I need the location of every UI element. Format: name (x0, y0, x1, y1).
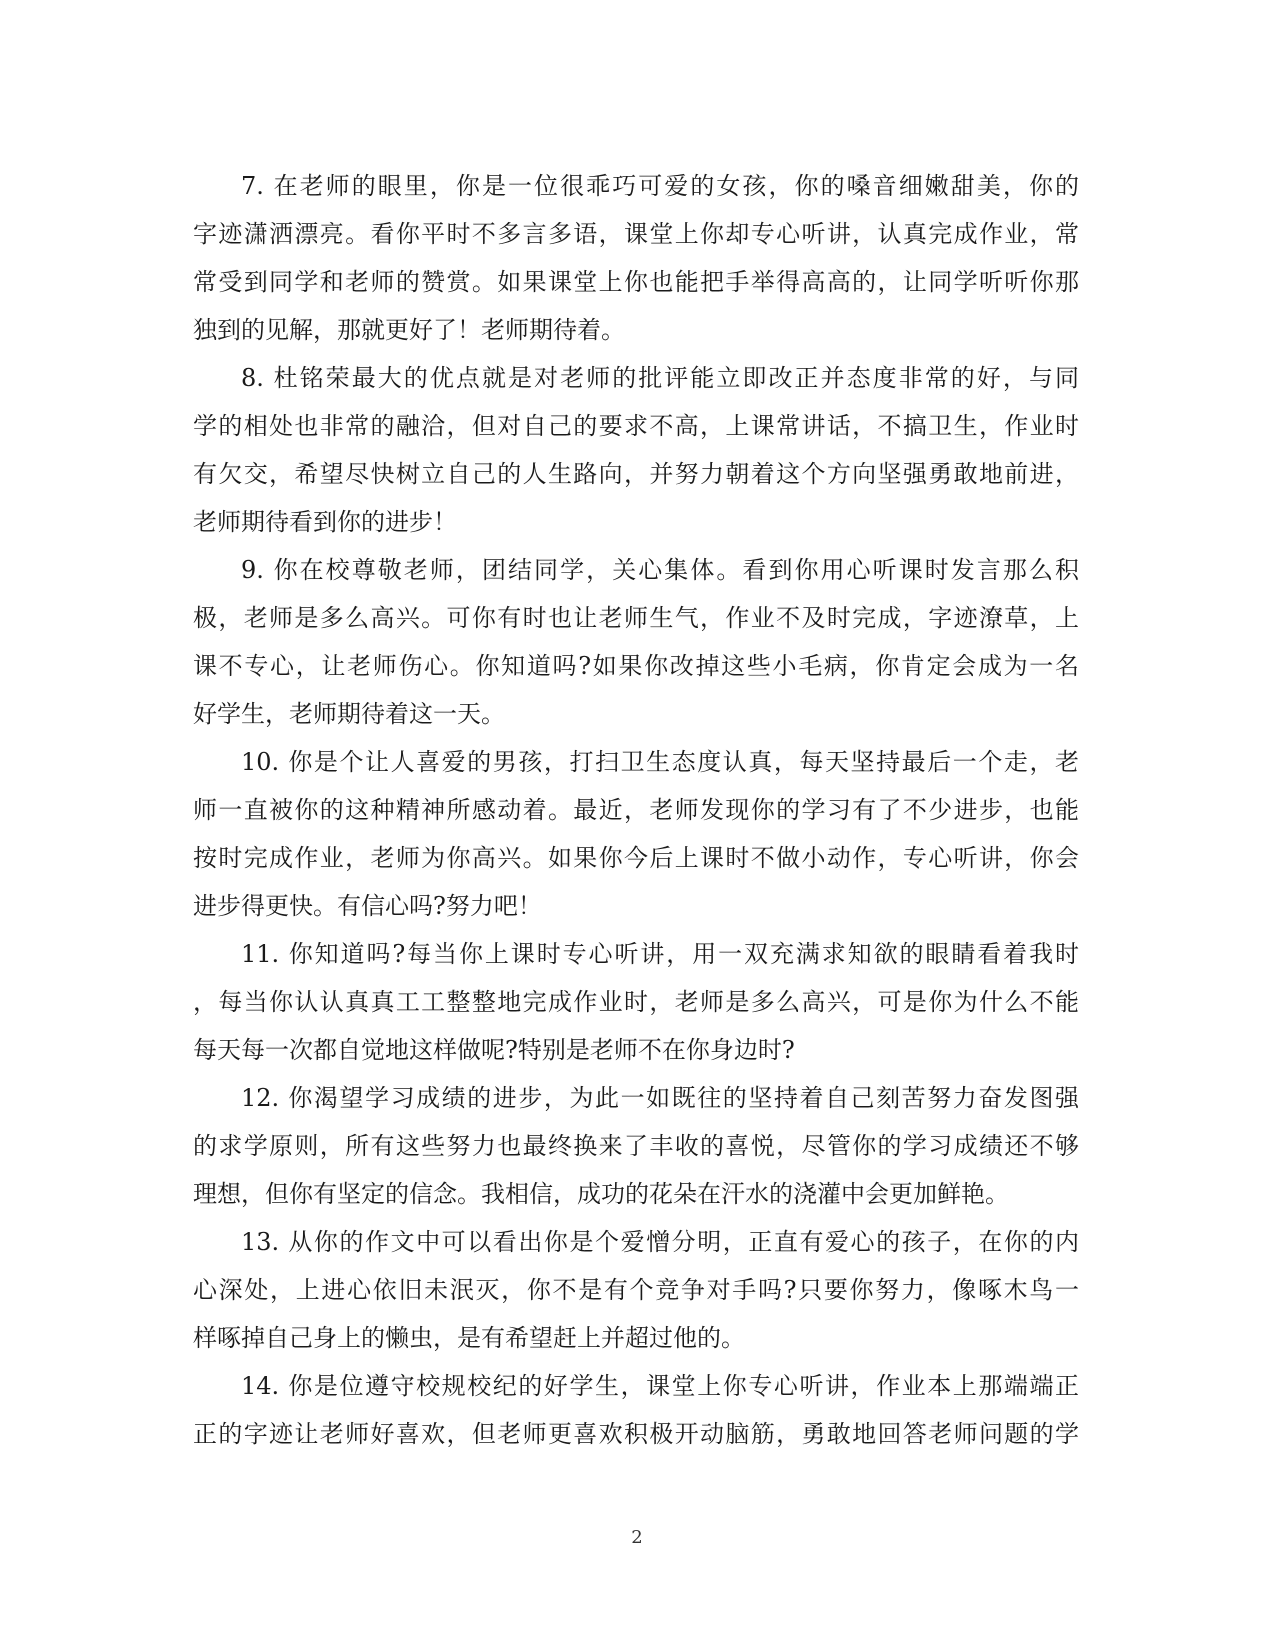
paragraph-13 (193, 1218, 1079, 1362)
text-line: 好学生，老师期待着这一天。 (193, 700, 505, 728)
paragraph-11 (193, 930, 1079, 1074)
body-text (193, 162, 1079, 1458)
text-line: 字迹潇洒漂亮。看你平时不多言多语，课堂上你却专心听讲，认真完成作业，常 (193, 220, 1079, 248)
text-line: 师一直被你的这种精神所感动着。最近，老师发现你的学习有了不少进步，也能 (193, 796, 1079, 824)
text-line: 有欠交，希望尽快树立自己的人生路向，并努力朝着这个方向坚强勇敢地前进， (193, 460, 1079, 488)
text-line: 学的相处也非常的融洽，但对自己的要求不高，上课常讲话，不搞卫生，作业时 (193, 412, 1079, 440)
paragraph-12 (193, 1074, 1079, 1218)
paragraph-10 (193, 738, 1079, 930)
text-line: 12. 你渴望学习成绩的进步，为此一如既往的坚持着自己刻苦努力奋发图强 (241, 1084, 1079, 1112)
text-line: 的求学原则，所有这些努力也最终换来了丰收的喜悦，尽管你的学习成绩还不够 (193, 1132, 1079, 1160)
text-line: 进步得更快。有信心吗?努力吧！ (193, 892, 542, 920)
page-number: 2 (631, 1527, 643, 1548)
paragraph-14 (193, 1362, 1079, 1458)
text-line: 常受到同学和老师的赞赏。如果课堂上你也能把手举得高高的，让同学听听你那 (193, 268, 1079, 296)
text-line: 14. 你是位遵守校规校纪的好学生，课堂上你专心听讲，作业本上那端端正 (241, 1372, 1079, 1400)
paragraph-8 (193, 354, 1079, 546)
text-line: 老师期待看到你的进步！ (193, 508, 457, 536)
text-line: 9. 你在校尊敬老师，团结同学，关心集体。看到你用心听课时发言那么积 (241, 556, 1079, 584)
text-line: 7. 在老师的眼里，你是一位很乖巧可爱的女孩，你的嗓音细嫩甜美，你的 (241, 172, 1079, 200)
text-line: 正的字迹让老师好喜欢，但老师更喜欢积极开动脑筋，勇敢地回答老师问题的学 (193, 1420, 1079, 1448)
text-line: 独到的见解，那就更好了！老师期待着。 (193, 316, 625, 344)
text-line: 按时完成作业，老师为你高兴。如果你今后上课时不做小动作，专心听讲，你会 (193, 844, 1079, 872)
text-line: 课不专心，让老师伤心。你知道吗?如果你改掉这些小毛病，你肯定会成为一名 (193, 652, 1079, 680)
text-line: ，每当你认认真真工工整整地完成作业时，老师是多么高兴，可是你为什么不能 (193, 988, 1079, 1016)
text-line: 每天每一次都自觉地这样做呢?特别是老师不在你身边时? (193, 1036, 795, 1064)
text-line: 极，老师是多么高兴。可你有时也让老师生气，作业不及时完成，字迹潦草，上 (193, 604, 1079, 632)
text-line: 13. 从你的作文中可以看出你是个爱憎分明，正直有爱心的孩子，在你的内 (241, 1228, 1079, 1256)
text-line: 8. 杜铭荣最大的优点就是对老师的批评能立即改正并态度非常的好，与同 (241, 364, 1079, 392)
paragraph-7 (193, 162, 1079, 354)
text-line: 心深处，上进心依旧未泯灭，你不是有个竞争对手吗?只要你努力，像啄木鸟一 (193, 1276, 1079, 1304)
text-line: 样啄掉自己身上的懒虫，是有希望赶上并超过他的。 (193, 1324, 745, 1352)
text-line: 理想，但你有坚定的信念。我相信，成功的花朵在汗水的浇灌中会更加鲜艳。 (193, 1180, 1009, 1208)
text-line: 10. 你是个让人喜爱的男孩，打扫卫生态度认真，每天坚持最后一个走，老 (241, 748, 1079, 776)
paragraph-9 (193, 546, 1079, 738)
text-line: 11. 你知道吗?每当你上课时专心听讲，用一双充满求知欲的眼睛看着我时 (241, 940, 1079, 968)
